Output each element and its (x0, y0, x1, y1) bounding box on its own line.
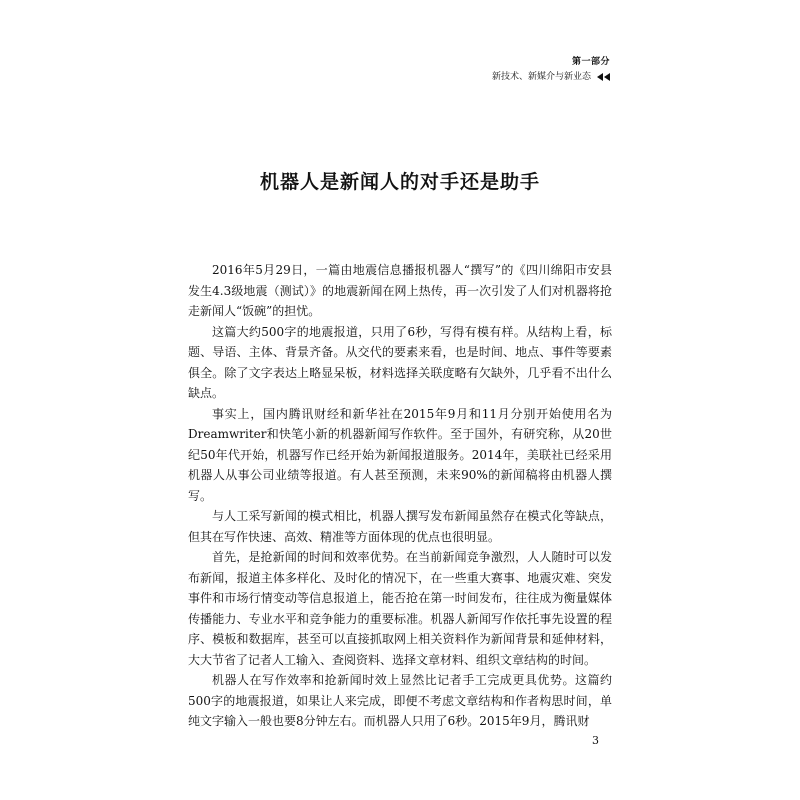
paragraph: 机器人在写作效率和抢新闻时效上显然比记者手工完成更具优势。这篇约500字的地震报道，如果让人来完成，即便不考虑文章结构和作者构思时间，单纯文字输入一般也要8分钟左右。而机器人只用了6秒。2015年9月，腾讯财 (188, 673, 612, 728)
paragraph: 事实上，国内腾讯财经和新华社在2015年9月和11月分别开始使用名为Dreamwriter和快笔小新的机器新闻写作软件。至于国外，有研究称，从20世纪50年代开始，机器写作已经开始为新闻报道服务。2014年，美联社已经采用机器人从事公司业绩等报道。有人甚至预测，未来90%的新闻稿将由机器人撰写。 (188, 406, 612, 503)
paragraph: 与人工采写新闻的模式相比，机器人撰写发布新闻虽然存在模式化等缺点，但其在写作快速、高效、精准等方面体现的优点也很明显。 (188, 509, 612, 544)
page-number: 3 (592, 734, 599, 747)
section-label: 第一部分 (571, 57, 610, 67)
paragraph: 首先，是抢新闻的时间和效率优势。在当前新闻竞争激烈，人人随时可以发布新闻，报道主体多样化、及时化的情况下，在一些重大赛事、地震灾难、突发事件和市场行情变动等信息报道上，能否抢在第一时间发布，往往成为衡量媒体传播能力、专业水平和竞争能力的重要标准。机器人新闻写作依托事先设置的程序、模板和数据库，甚至可以直接抓取网上相关资料作为新闻背景和延伸材料，大大节省了记者人工输入、查阅资料、选择文章材料、组织文章结构的时间。 (188, 550, 612, 667)
section-subtitle: 新技术、新媒介与新业态 (491, 72, 591, 82)
double-left-triangle-icon (597, 73, 610, 81)
paragraph: 2016年5月29日，一篇由地震信息播报机器人“撰写”的《四川绵阳市安县发生4.3级地震（测试）》的地震新闻在网上热传，再一次引发了人们对机器将抢走新闻人“饭碗”的担忧。 (188, 263, 612, 318)
paragraph: 这篇大约500字的地震报道，只用了6秒，写得有模有样。从结构上看，标题、导语、主体、背景齐备。从交代的要素来看，也是时间、地点、事件等要素俱全。除了文字表达上略显呆板，材料选择关联度略有欠缺外，几乎看不出什么缺点。 (188, 324, 612, 400)
article-body (188, 260, 612, 732)
running-header (492, 56, 610, 84)
article-title: 机器人是新闻人的对手还是助手 (259, 171, 540, 193)
section-subtitle-line (492, 70, 610, 84)
